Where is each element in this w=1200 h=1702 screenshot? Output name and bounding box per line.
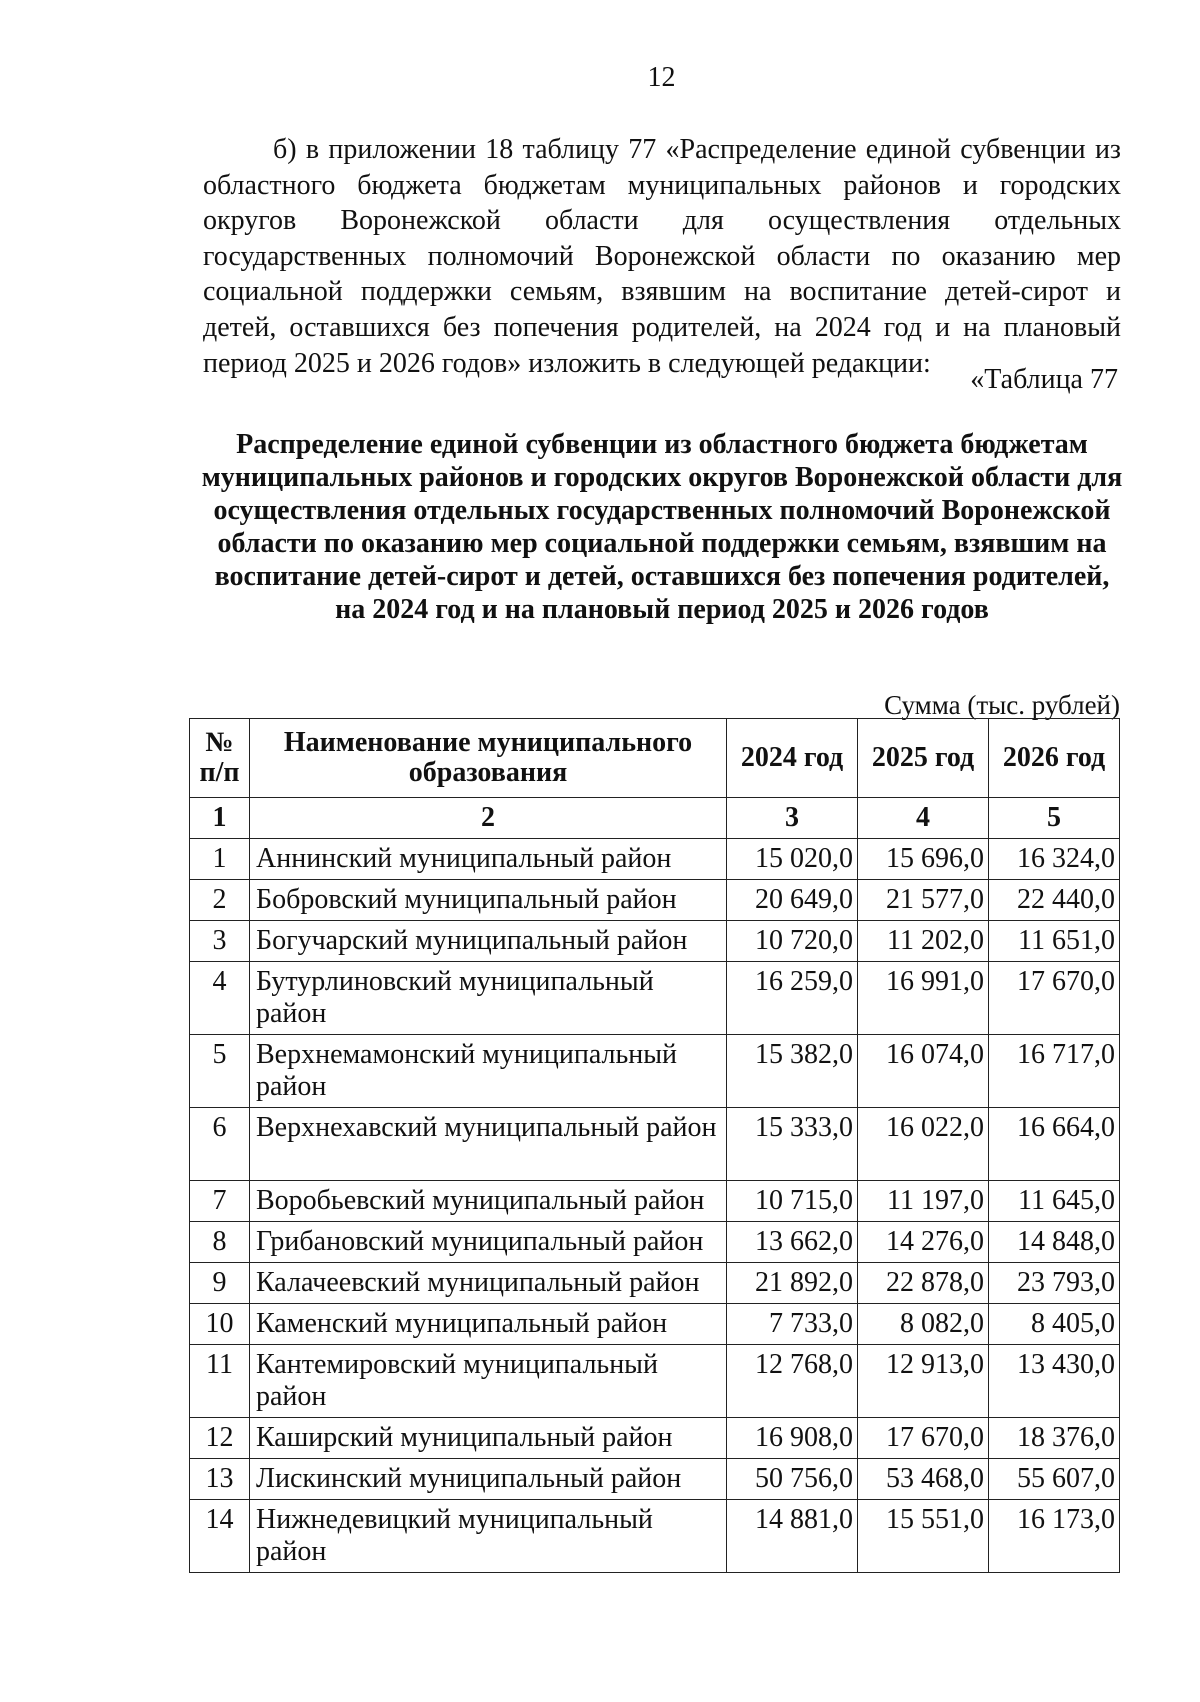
amount-2025: 16 022,0 — [858, 1108, 989, 1181]
col-header-num: № п/п — [190, 719, 250, 798]
municipality-name: Лискинский муниципальный район — [250, 1459, 727, 1500]
amount-2025: 15 551,0 — [858, 1500, 989, 1573]
amount-2026: 22 440,0 — [989, 880, 1120, 921]
amount-2024: 16 908,0 — [727, 1418, 858, 1459]
page-number: 12 — [647, 62, 676, 93]
intro-paragraph: б) в приложении 18 таблицу 77 «Распределение единой субвенции из областного бюджета бюджетам муниципальных районов и городских округов Воронежской области для осуществления отдельных государственных полномочий Воронежской области по оказанию мер социальной поддержки семьям, взявшим на воспитание детей-сирот и детей, оставшихся без попечения родителей, на 2024 год и на плановый период 2025 и 2026 годов» изложить в следующей редакции: — [203, 134, 1121, 379]
municipality-name: Верхнемамонский муниципальный район — [250, 1035, 727, 1108]
municipality-name: Воробьевский муниципальный район — [250, 1181, 727, 1222]
row-number: 11 — [190, 1345, 250, 1418]
table-row — [190, 839, 1120, 880]
amount-2025: 16 991,0 — [858, 962, 989, 1035]
municipality-name: Каменский муниципальный район — [250, 1304, 727, 1345]
table-row — [190, 880, 1120, 921]
table-row — [190, 1181, 1120, 1222]
table-row — [190, 962, 1120, 1035]
col-header-name: Наименование муниципального образования — [250, 719, 727, 798]
table-row — [190, 1500, 1120, 1573]
amount-2024: 15 020,0 — [727, 839, 858, 880]
row-number: 4 — [190, 962, 250, 1035]
amount-2024: 10 720,0 — [727, 921, 858, 962]
municipality-name: Аннинский муниципальный район — [250, 839, 727, 880]
table-row — [190, 1418, 1120, 1459]
table-row — [190, 1035, 1120, 1108]
column-index: 4 — [858, 798, 989, 839]
table-row — [190, 1345, 1120, 1418]
amount-2026: 17 670,0 — [989, 962, 1120, 1035]
column-index: 3 — [727, 798, 858, 839]
amount-2025: 16 074,0 — [858, 1035, 989, 1108]
row-number: 9 — [190, 1263, 250, 1304]
amount-2025: 11 202,0 — [858, 921, 989, 962]
subsidy-table — [189, 718, 1120, 1573]
table-row — [190, 1108, 1120, 1181]
amount-2024: 10 715,0 — [727, 1181, 858, 1222]
table-row — [190, 1304, 1120, 1345]
amount-2024: 50 756,0 — [727, 1459, 858, 1500]
col-header-2025: 2025 год — [858, 719, 989, 798]
amount-2026: 18 376,0 — [989, 1418, 1120, 1459]
table-title: Распределение единой субвенции из областного бюджета бюджетам муниципальных районов и городских округов Воронежской области для осуществления отдельных государственных полномочий Воронежской области по оказанию мер социальной поддержки семьям, взявшим на воспитание детей-сирот и детей, оставшихся без попечения родителей, на 2024 год и на плановый период 2025 и 2026 годов — [201, 429, 1123, 625]
amount-2026: 16 717,0 — [989, 1035, 1120, 1108]
amount-2026: 16 664,0 — [989, 1108, 1120, 1181]
amount-2024: 14 881,0 — [727, 1500, 858, 1573]
municipality-name: Верхнехавский муниципальный район — [250, 1108, 727, 1181]
municipality-name: Каширский муниципальный район — [250, 1418, 727, 1459]
table-label: «Таблица 77 — [970, 364, 1118, 395]
column-index: 1 — [190, 798, 250, 839]
amount-2025: 53 468,0 — [858, 1459, 989, 1500]
col-header-2024: 2024 год — [727, 719, 858, 798]
column-index-row — [190, 798, 1120, 839]
table-row — [190, 1459, 1120, 1500]
row-number: 5 — [190, 1035, 250, 1108]
row-number: 12 — [190, 1418, 250, 1459]
amount-2025: 12 913,0 — [858, 1345, 989, 1418]
municipality-name: Бобровский муниципальный район — [250, 880, 727, 921]
amount-2026: 8 405,0 — [989, 1304, 1120, 1345]
municipality-name: Бутурлиновский муниципальный район — [250, 962, 727, 1035]
row-number: 2 — [190, 880, 250, 921]
amount-2025: 22 878,0 — [858, 1263, 989, 1304]
amount-2026: 13 430,0 — [989, 1345, 1120, 1418]
amount-2026: 16 173,0 — [989, 1500, 1120, 1573]
amount-2024: 16 259,0 — [727, 962, 858, 1035]
header-row — [190, 719, 1120, 798]
row-number: 10 — [190, 1304, 250, 1345]
amount-2025: 8 082,0 — [858, 1304, 989, 1345]
table-row — [190, 921, 1120, 962]
amount-2025: 21 577,0 — [858, 880, 989, 921]
amount-2024: 13 662,0 — [727, 1222, 858, 1263]
row-number: 3 — [190, 921, 250, 962]
row-number: 14 — [190, 1500, 250, 1573]
amount-2024: 15 382,0 — [727, 1035, 858, 1108]
municipality-name: Богучарский муниципальный район — [250, 921, 727, 962]
column-index: 2 — [250, 798, 727, 839]
amount-2026: 11 645,0 — [989, 1181, 1120, 1222]
row-number: 7 — [190, 1181, 250, 1222]
col-header-2026: 2026 год — [989, 719, 1120, 798]
amount-2024: 12 768,0 — [727, 1345, 858, 1418]
column-index: 5 — [989, 798, 1120, 839]
amount-2024: 7 733,0 — [727, 1304, 858, 1345]
amount-2025: 11 197,0 — [858, 1181, 989, 1222]
municipality-name: Кантемировский муниципальный район — [250, 1345, 727, 1418]
row-number: 13 — [190, 1459, 250, 1500]
units-label: Сумма (тыс. рублей) — [884, 690, 1120, 720]
amount-2026: 23 793,0 — [989, 1263, 1120, 1304]
row-number: 8 — [190, 1222, 250, 1263]
row-number: 1 — [190, 839, 250, 880]
municipality-name: Грибановский муниципальный район — [250, 1222, 727, 1263]
amount-2025: 17 670,0 — [858, 1418, 989, 1459]
municipality-name: Нижнедевицкий муниципальный район — [250, 1500, 727, 1573]
amount-2024: 15 333,0 — [727, 1108, 858, 1181]
amount-2025: 14 276,0 — [858, 1222, 989, 1263]
amount-2026: 16 324,0 — [989, 839, 1120, 880]
amount-2024: 20 649,0 — [727, 880, 858, 921]
row-number: 6 — [190, 1108, 250, 1181]
table-row — [190, 1263, 1120, 1304]
amount-2025: 15 696,0 — [858, 839, 989, 880]
amount-2026: 11 651,0 — [989, 921, 1120, 962]
amount-2026: 14 848,0 — [989, 1222, 1120, 1263]
amount-2026: 55 607,0 — [989, 1459, 1120, 1500]
table-row — [190, 1222, 1120, 1263]
amount-2024: 21 892,0 — [727, 1263, 858, 1304]
municipality-name: Калачеевский муниципальный район — [250, 1263, 727, 1304]
